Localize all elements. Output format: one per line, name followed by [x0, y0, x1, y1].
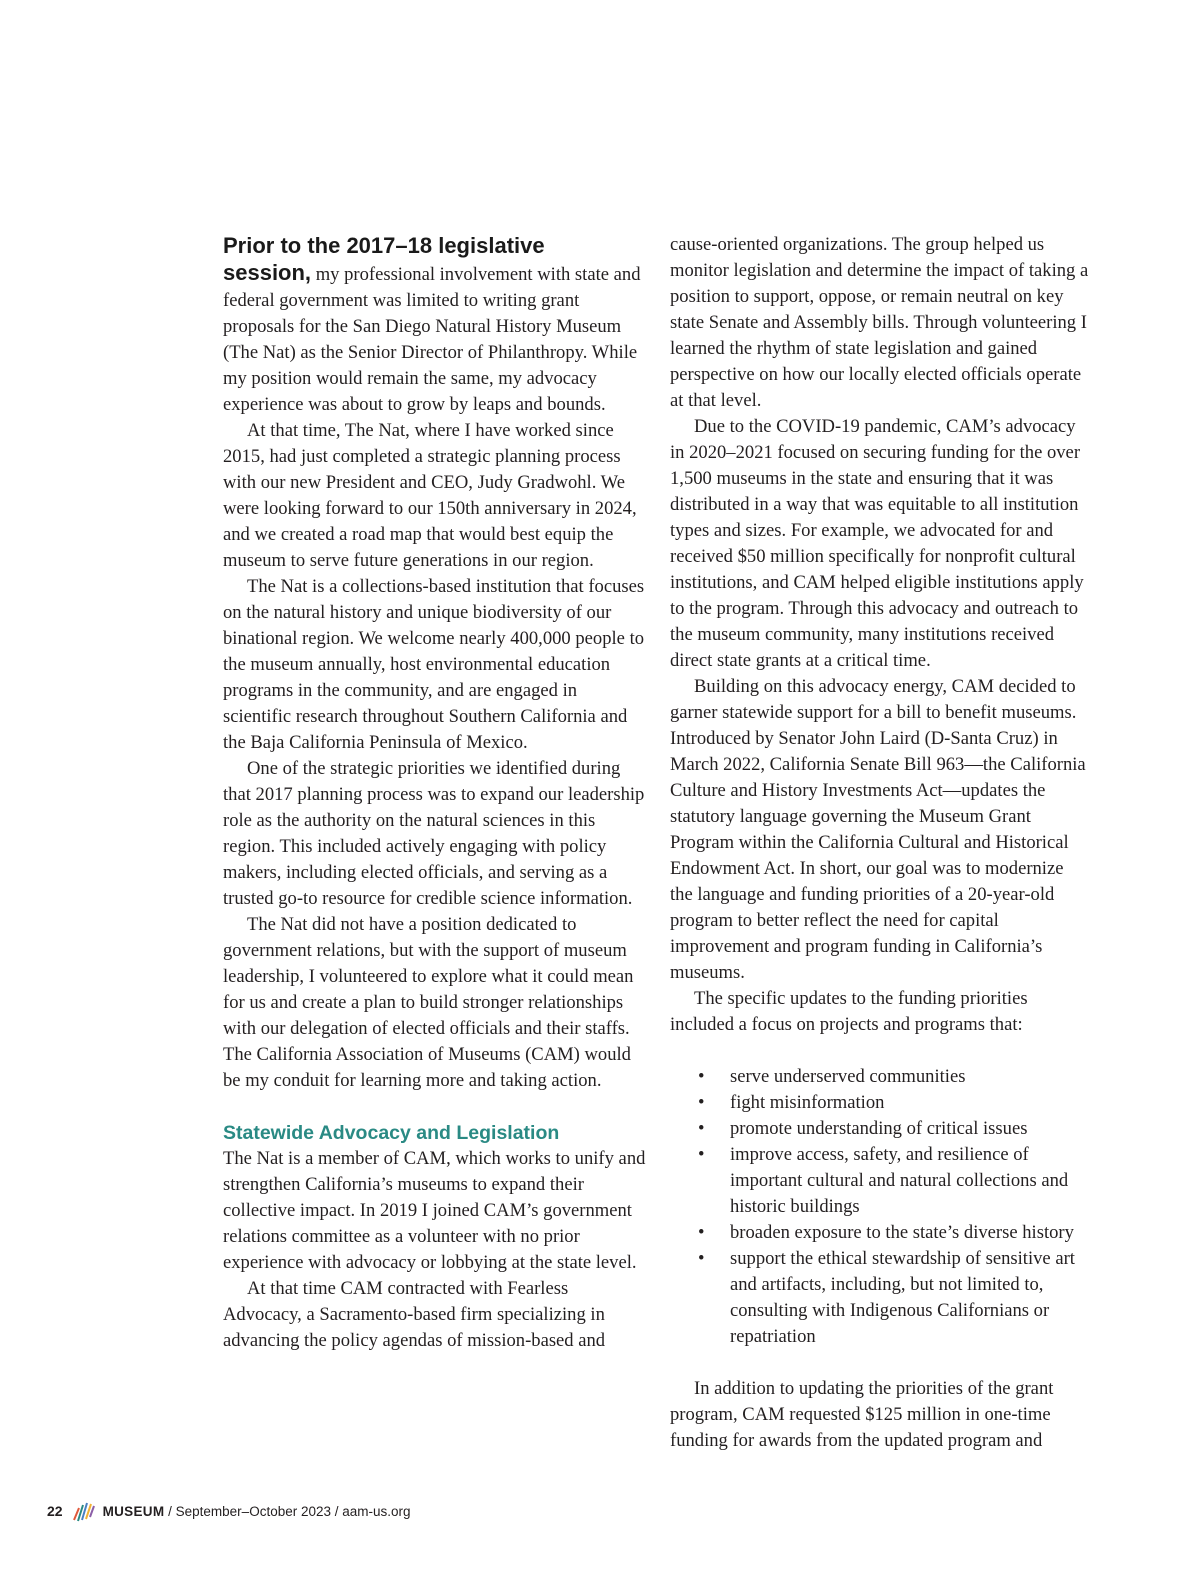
body-paragraph: In addition to updating the priorities of the grant program, CAM requested $125 million in one-time funding for awards from the updated program and — [670, 1378, 1054, 1451]
lead-heading-line1: Prior to the 2017–18 legislative — [223, 233, 545, 258]
page-number: 22 — [47, 1503, 63, 1519]
body-paragraph: cause-oriented organizations. The group helped us monitor legislation and determine the impact of taking a position to support, oppose, or remain neutral on key state Senate and Assembly bills. Through volunteering I learned the rhythm of state legislation and gained perspective on how our locally elected officials operate at that level. — [670, 234, 1089, 411]
body-paragraph: At that time CAM contracted with Fearless Advocacy, a Sacramento-based firm specializing in advancing the policy agendas of mission-based and — [223, 1278, 606, 1351]
right-column — [670, 232, 1090, 1454]
magazine-name: MUSEUM — [102, 1503, 165, 1519]
list-item: • promote understanding of critical issues — [670, 1116, 1090, 1142]
body-paragraph: The Nat is a collections-based institution that focuses on the natural history and unique biodiversity of our binational region. We welcome nearly 400,000 people to the museum annually, host environmental education programs in the community, and are engaged in scientific research throughout Southern California and the Baja California Peninsula of Mexico. — [223, 576, 645, 753]
section-heading: Statewide Advocacy and Legislation — [223, 1122, 560, 1144]
list-item: • improve access, safety, and resilience of important cultural and natural collections and historic buildings — [698, 1144, 1069, 1217]
left-column — [223, 232, 647, 1354]
body-paragraph: Building on this advocacy energy, CAM decided to garner statewide support for a bill to benefit museums. Introduced by Senator John Laird (D-Santa Cruz) in March 2022, California Senate Bill 963—the California Culture and History Investments Act—updates the statutory language governing the Museum Grant Program within the California Cultural and Historical Endowment Act. In short, our goal was to modernize the language and funding priorities of a 20-year-old program to better reflect the need for capital improvement and program funding in California’s museums. — [670, 676, 1086, 983]
body-paragraph: At that time, The Nat, where I have worked since 2015, had just completed a strategic planning process with our new President and CEO, Judy Gradwohl. We were looking forward to our 150th anniversary in 2024, and we created a road map that would best equip the museum to serve future generations in our region. — [223, 420, 637, 571]
page-footer — [47, 1500, 411, 1522]
bullet-icon: • — [698, 1248, 705, 1269]
bullet-icon: • — [698, 1066, 705, 1087]
issue-info: / September–October 2023 / aam-us.org — [164, 1503, 411, 1519]
bullet-icon: • — [698, 1222, 705, 1243]
body-paragraph: Due to the COVID-19 pandemic, CAM’s advocacy in 2020–2021 focused on securing funding for the over 1,500 museums in the state and ensuring that it was distributed in a way that was equitable to all institution types and sizes. For example, we advocated for and received $50 million specifically for nonprofit cultural institutions, and CAM helped eligible institutions apply to the program. Through this advocacy and outreach to the museum community, many institutions received direct state grants at a critical time. — [670, 416, 1084, 671]
body-paragraph: The specific updates to the funding priorities included a focus on projects and programs that: — [670, 988, 1028, 1035]
body-paragraph: The Nat is a member of CAM, which works to unify and strengthen California’s museums to expand their collective impact. In 2019 I joined CAM’s government relations committee as a volunteer with no prior experience with advocacy or lobbying at the state level. — [223, 1148, 646, 1273]
lead-paragraph — [223, 232, 647, 418]
lead-text: my professional involvement with state and federal government was limited to writing grant proposals for the San Diego Natural History Museum (The Nat) as the Senior Director of Philanthropy. While my position would remain the same, my advocacy experience was about to grow by leaps and bounds. — [223, 264, 641, 415]
bullet-icon: • — [698, 1118, 705, 1139]
priorities-list — [670, 1064, 1090, 1350]
body-paragraph: The Nat did not have a position dedicated to government relations, but with the support of museum leadership, I volunteered to explore what it could mean for us and create a plan to build stronger relationships with our delegation of elected officials and their staffs. The California Association of Museums (CAM) would be my conduit for learning more and taking action. — [223, 914, 634, 1091]
bullet-icon: • — [698, 1144, 705, 1165]
list-item: • broaden exposure to the state’s diverse history — [670, 1220, 1090, 1246]
list-item: • serve underserved communities — [670, 1064, 1090, 1090]
lead-heading-line2: session, — [223, 260, 312, 285]
museum-logo-icon — [71, 1500, 97, 1522]
body-paragraph: One of the strategic priorities we identified during that 2017 planning process was to expand our leadership role as the authority on the natural sciences in this region. This included actively engaging with policy makers, including elected officials, and serving as a trusted go-to resource for credible science information. — [223, 758, 645, 909]
bullet-icon: • — [698, 1092, 705, 1113]
list-item: • support the ethical stewardship of sensitive art and artifacts, including, but not limited to, consulting with Indigenous Californians or repatriation — [698, 1248, 1075, 1347]
list-item: • fight misinformation — [670, 1090, 1090, 1116]
